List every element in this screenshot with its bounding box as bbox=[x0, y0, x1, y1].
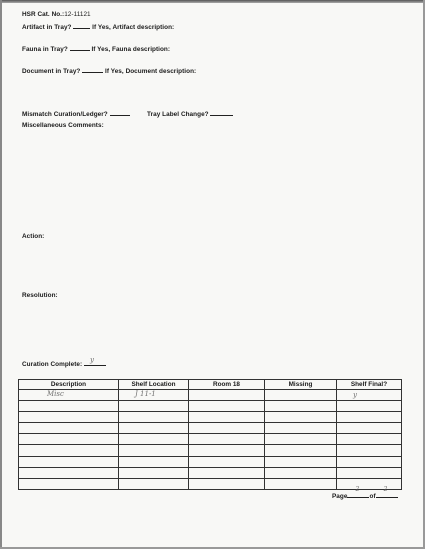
table-cell[interactable] bbox=[189, 445, 265, 456]
table-cell[interactable] bbox=[119, 423, 189, 434]
page-label: Page bbox=[332, 493, 348, 500]
table-row bbox=[19, 456, 402, 467]
table-row bbox=[19, 467, 402, 478]
handwritten-shelf-final: y bbox=[353, 391, 357, 399]
tray-label-change-label: Tray Label Change? bbox=[147, 111, 209, 118]
table-cell[interactable] bbox=[337, 467, 402, 478]
table-row bbox=[19, 412, 402, 423]
table-cell[interactable] bbox=[337, 390, 402, 401]
fauna-question bbox=[22, 44, 170, 53]
table-cell[interactable] bbox=[265, 467, 337, 478]
table-row bbox=[19, 445, 402, 456]
mismatch-question bbox=[22, 109, 130, 118]
table-cell[interactable] bbox=[265, 412, 337, 423]
table-cell[interactable] bbox=[189, 412, 265, 423]
table-cell[interactable] bbox=[189, 390, 265, 401]
table-cell[interactable] bbox=[265, 390, 337, 401]
table-cell[interactable] bbox=[189, 401, 265, 412]
table-cell[interactable] bbox=[19, 390, 119, 401]
mismatch-label: Mismatch Curation/Ledger? bbox=[22, 111, 108, 118]
page-current-blank[interactable] bbox=[347, 486, 369, 498]
curation-complete-blank[interactable] bbox=[84, 356, 106, 366]
mismatch-answer-blank[interactable] bbox=[110, 109, 130, 116]
table-cell[interactable] bbox=[119, 467, 189, 478]
action-label: Action: bbox=[22, 233, 45, 240]
misc-comments-label: Miscellaneous Comments: bbox=[22, 122, 104, 129]
page-current-handwriting: 2 bbox=[355, 486, 360, 493]
table-row bbox=[19, 423, 402, 434]
artifact-question-label: Artifact in Tray? bbox=[22, 24, 72, 31]
artifact-answer-blank[interactable] bbox=[73, 22, 90, 29]
table-row bbox=[19, 390, 402, 401]
table-cell[interactable] bbox=[19, 423, 119, 434]
table-cell[interactable] bbox=[337, 445, 402, 456]
table-row bbox=[19, 434, 402, 445]
page-total-handwriting: 2 bbox=[383, 486, 388, 493]
page-total-blank[interactable] bbox=[376, 486, 398, 498]
fauna-answer-blank[interactable] bbox=[70, 44, 90, 51]
table-cell[interactable] bbox=[337, 478, 402, 489]
page-numbering bbox=[332, 486, 398, 500]
table-cell[interactable] bbox=[189, 423, 265, 434]
document-question-label: Document in Tray? bbox=[22, 68, 81, 75]
column-header: Shelf Location bbox=[119, 380, 189, 390]
table-cell[interactable] bbox=[265, 456, 337, 467]
table-cell[interactable] bbox=[265, 445, 337, 456]
table-cell[interactable] bbox=[19, 445, 119, 456]
document-question bbox=[22, 66, 196, 75]
catalog-number-label: HSR Cat. No.: bbox=[22, 11, 65, 18]
table-cell[interactable] bbox=[119, 456, 189, 467]
catalog-number bbox=[22, 11, 91, 18]
table-cell[interactable] bbox=[265, 478, 337, 489]
table-cell[interactable] bbox=[337, 456, 402, 467]
table-cell[interactable] bbox=[337, 412, 402, 423]
scan-edge-top bbox=[0, 0, 425, 3]
scan-edge-left bbox=[0, 0, 2, 549]
table-cell[interactable] bbox=[19, 478, 119, 489]
curation-complete bbox=[22, 356, 106, 368]
fauna-description-label: If Yes, Fauna description: bbox=[91, 46, 171, 53]
table-cell[interactable] bbox=[189, 467, 265, 478]
table-cell[interactable] bbox=[119, 412, 189, 423]
table-cell[interactable] bbox=[19, 434, 119, 445]
column-header: Missing bbox=[265, 380, 337, 390]
column-header: Description bbox=[19, 380, 119, 390]
table-cell[interactable] bbox=[119, 434, 189, 445]
curation-complete-label: Curation Complete: bbox=[22, 361, 83, 368]
tray-label-change-question bbox=[147, 109, 233, 118]
table-cell[interactable] bbox=[19, 467, 119, 478]
resolution-label: Resolution: bbox=[22, 292, 58, 299]
table-cell[interactable] bbox=[189, 478, 265, 489]
column-header: Room 18 bbox=[189, 380, 265, 390]
table-cell[interactable] bbox=[265, 434, 337, 445]
curation-complete-handwriting: y bbox=[90, 356, 95, 364]
handwritten-shelf-location: J 11-1 bbox=[135, 390, 156, 398]
handwritten-description: Misc bbox=[47, 390, 64, 398]
document-description-label: If Yes, Document description: bbox=[105, 68, 197, 75]
fauna-question-label: Fauna in Tray? bbox=[22, 46, 68, 53]
table-cell[interactable] bbox=[189, 456, 265, 467]
table-cell[interactable] bbox=[337, 423, 402, 434]
table-header-row bbox=[19, 380, 402, 390]
table-cell[interactable] bbox=[265, 401, 337, 412]
table-cell[interactable] bbox=[19, 401, 119, 412]
table-cell[interactable] bbox=[119, 478, 189, 489]
table-row bbox=[19, 401, 402, 412]
catalog-number-value: 12-11121 bbox=[64, 11, 91, 18]
table-cell[interactable] bbox=[19, 456, 119, 467]
table-cell[interactable] bbox=[337, 434, 402, 445]
table-cell[interactable] bbox=[189, 434, 265, 445]
table-cell[interactable] bbox=[119, 445, 189, 456]
tray-label-change-blank[interactable] bbox=[210, 109, 233, 116]
column-header: Shelf Final? bbox=[337, 380, 402, 390]
artifact-description-label: If Yes, Artifact description: bbox=[92, 24, 175, 31]
table-cell[interactable] bbox=[337, 401, 402, 412]
table-cell[interactable] bbox=[265, 423, 337, 434]
artifact-question bbox=[22, 22, 174, 31]
tray-table bbox=[18, 379, 402, 490]
table-cell[interactable] bbox=[119, 401, 189, 412]
of-label: of bbox=[369, 493, 376, 500]
table-cell[interactable] bbox=[119, 390, 189, 401]
table-row bbox=[19, 478, 402, 489]
table-cell[interactable] bbox=[19, 412, 119, 423]
document-answer-blank[interactable] bbox=[82, 66, 103, 73]
